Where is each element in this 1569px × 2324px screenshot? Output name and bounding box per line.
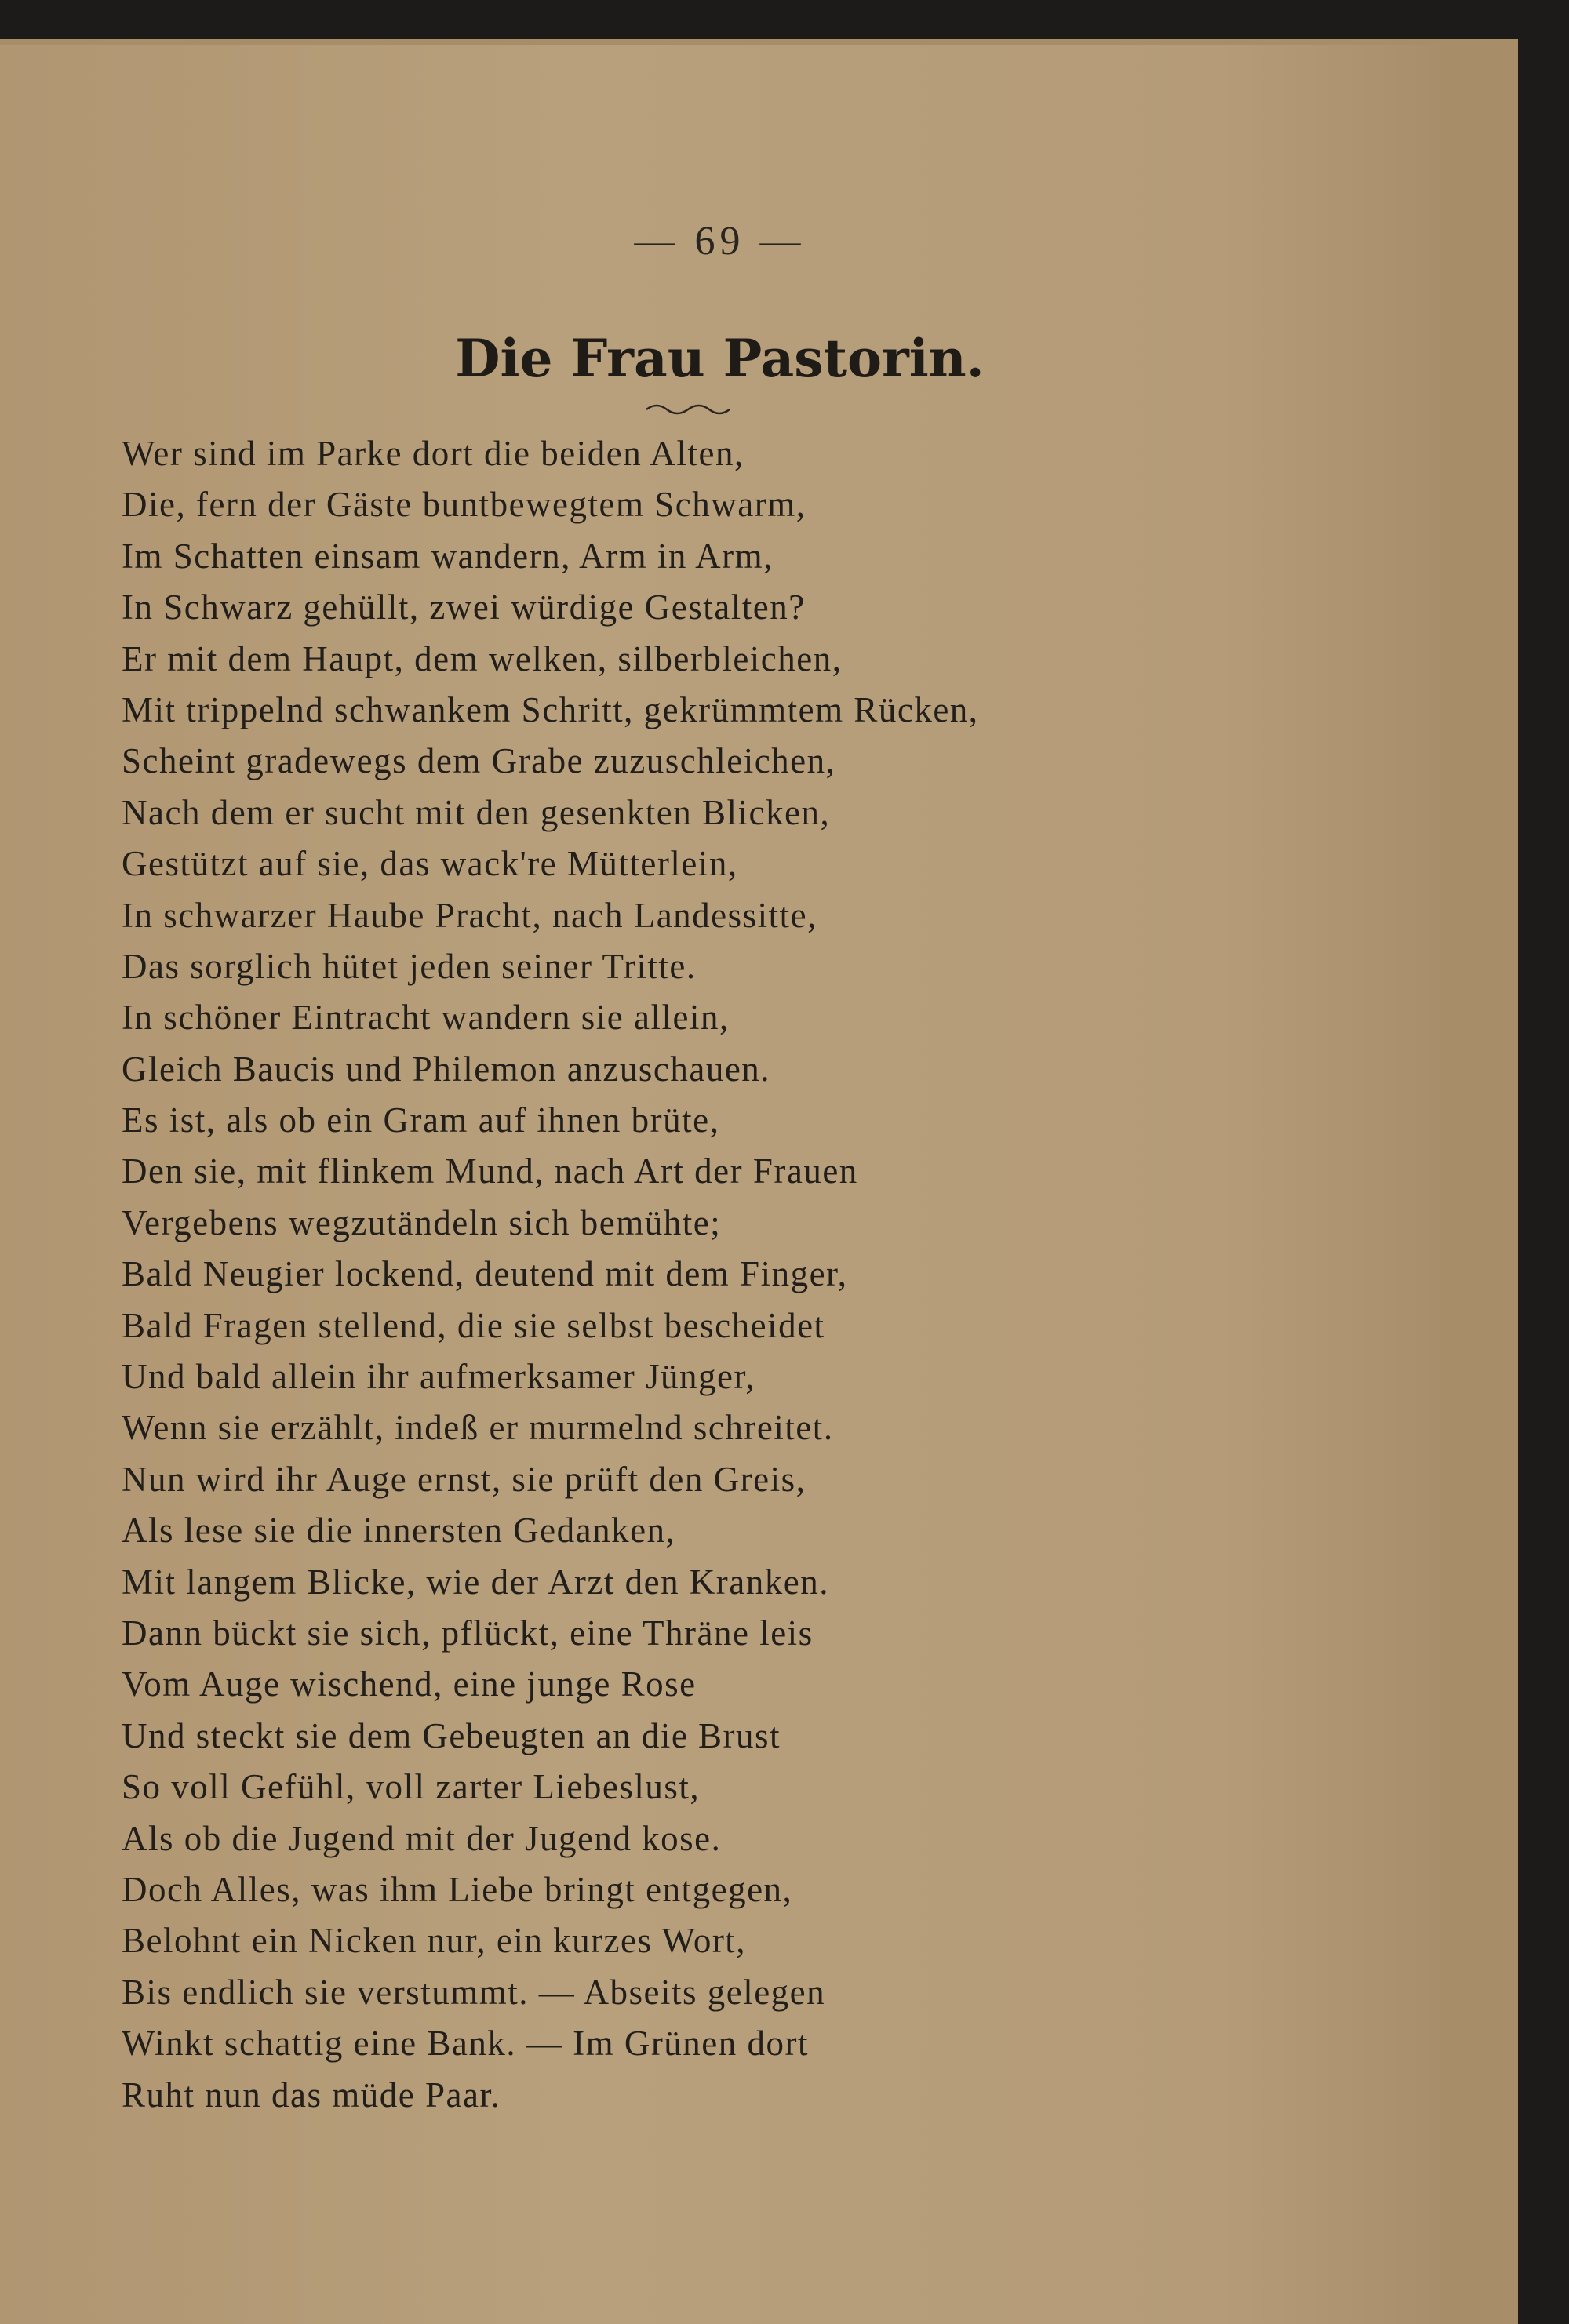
book-page: [0, 45, 1440, 2324]
poem-line: In schöner Eintracht wandern sie allein,: [122, 998, 730, 1038]
poem-line: In schwarzer Haube Pracht, nach Landessitte,: [122, 895, 817, 935]
poem-line: Wer sind im Parke dort die beiden Alten,: [122, 434, 744, 473]
poem-line: Doch Alles, was ihm Liebe bringt entgegen,: [122, 1869, 793, 1909]
poem-line: Mit trippelnd schwankem Schritt, gekrümmtem Rücken,: [122, 689, 979, 729]
poem-line: Bis endlich sie verstummt. — Abseits gelegen: [122, 1972, 826, 2012]
poem-line: Belohnt ein Nicken nur, ein kurzes Wort,: [122, 1921, 747, 1961]
poem-line: Bald Neugier lockend, deutend mit dem Finger,: [122, 1254, 848, 1294]
poem-line: Den sie, mit flinkem Mund, nach Art der Frauen: [122, 1151, 858, 1191]
poem-line: Das sorglich hütet jeden seiner Tritte.: [122, 946, 697, 986]
poem-line: Als lese sie die innersten Gedanken,: [122, 1511, 676, 1551]
poem-line: Und steckt sie dem Gebeugten an die Brust: [122, 1715, 781, 1755]
page-number: — 69 —: [634, 219, 806, 264]
ornament-divider: [645, 400, 731, 416]
poem-line: Die, fern der Gäste buntbewegtem Schwarm,: [122, 485, 806, 525]
poem-line: Gleich Baucis und Philemon anzuschauen.: [122, 1049, 771, 1089]
poem-line: Nach dem er sucht mit den gesenkten Blicken,: [122, 792, 831, 832]
poem-line: Er mit dem Haupt, dem welken, silberbleichen,: [122, 638, 843, 678]
poem-line: Als ob die Jugend mit der Jugend kose.: [122, 1818, 722, 1858]
poem-line: Mit langem Blicke, wie der Arzt den Kranken.: [122, 1562, 829, 1602]
poem-title: Die Frau Pastorin.: [455, 328, 985, 389]
poem-body: [122, 428, 979, 2121]
poem-line: In Schwarz gehüllt, zwei würdige Gestalten?: [122, 587, 806, 627]
poem-line: Vergebens wegzutändeln sich bemühte;: [122, 1202, 722, 1242]
poem-line: Und bald allein ihr aufmerksamer Jünger,: [122, 1357, 755, 1397]
poem-line: Nun wird ihr Auge ernst, sie prüft den Greis,: [122, 1459, 806, 1499]
poem-line: Dann bückt sie sich, pflückt, eine Thräne leis: [122, 1613, 814, 1653]
poem-line: Bald Fragen stellend, die sie selbst bescheidet: [122, 1305, 825, 1345]
poem-line: Ruht nun das müde Paar.: [122, 2075, 501, 2115]
poem-line: Es ist, als ob ein Gram auf ihnen brüte,: [122, 1100, 720, 1140]
poem-line: Vom Auge wischend, eine junge Rose: [122, 1664, 697, 1704]
poem-line: Winkt schattig eine Bank. — Im Grünen dort: [122, 2024, 810, 2064]
poem-line: Wenn sie erzählt, indeß er murmelnd schreitet.: [122, 1408, 834, 1448]
poem-line: Scheint gradewegs dem Grabe zuzuschleichen,: [122, 741, 836, 781]
poem-line: Gestützt auf sie, das wack're Mütterlein,: [122, 844, 738, 884]
poem-line: So voll Gefühl, voll zarter Liebeslust,: [122, 1767, 701, 1807]
poem-line: Im Schatten einsam wandern, Arm in Arm,: [122, 536, 774, 576]
